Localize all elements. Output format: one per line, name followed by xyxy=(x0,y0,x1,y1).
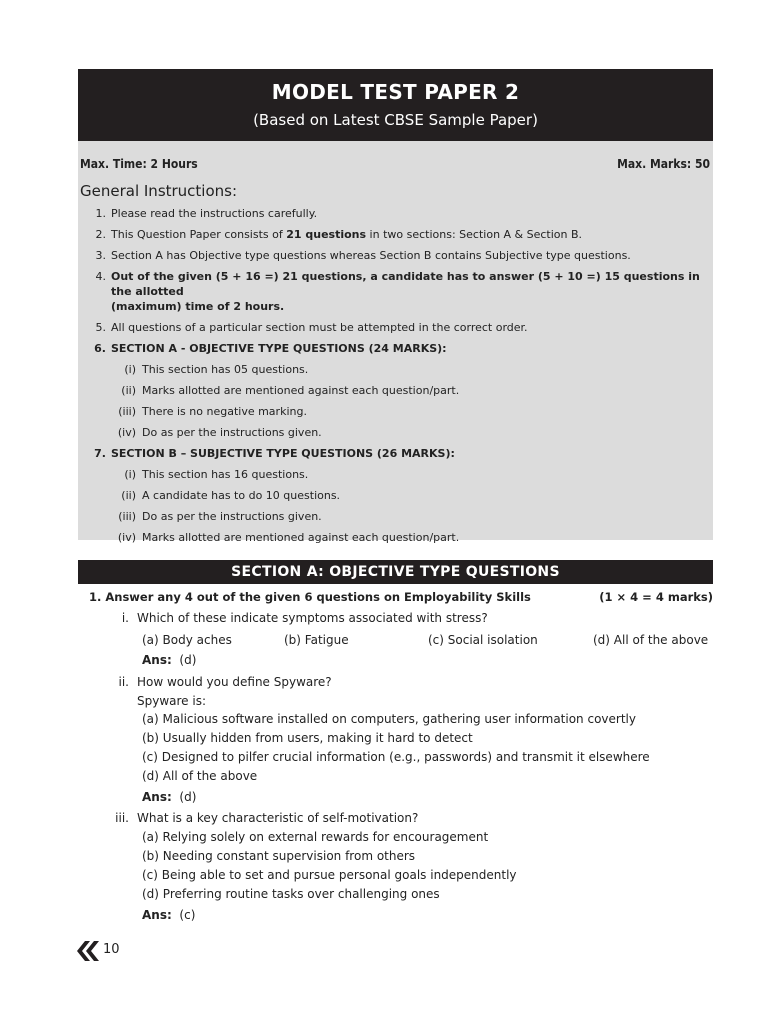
instruction-subitem: (ii) A candidate has to do 10 questions. xyxy=(121,489,341,502)
instruction-subitem: (iii) Do as per the instructions given. xyxy=(118,510,322,523)
instruction-item: 7. SECTION B – SUBJECTIVE TYPE QUESTIONS (26 MARKS): xyxy=(94,447,455,460)
instruction-item: 5. All questions of a particular section must be attempted in the correct order. xyxy=(95,321,528,334)
question-1-text: 1. Answer any 4 out of the given 6 questions on Employability Skills xyxy=(89,590,531,604)
option-a: (a) Relying solely on external rewards for encouragement xyxy=(142,830,489,844)
subquestion-text: Which of these indicate symptoms associated with stress? xyxy=(137,611,488,625)
instructions-box xyxy=(78,141,713,544)
max-time: Max. Time: 2 Hours xyxy=(80,157,198,171)
option-d: (d) All of the above xyxy=(593,633,709,647)
paper-header xyxy=(78,69,713,141)
answer-line xyxy=(142,908,195,922)
option-c: (c) Being able to set and pursue personal goals independently xyxy=(142,868,517,882)
option-c: (c) Social isolation xyxy=(428,633,538,647)
instruction-subitem: (i) This section has 05 questions. xyxy=(124,363,309,376)
section-a-title: SECTION A: OBJECTIVE TYPE QUESTIONS xyxy=(78,560,713,584)
instruction-item: 4. Out of the given (5 + 16 =) 21 questions, a candidate has to answer (5 + 10 =) 15 questions in the allotted (maximum) time of 2 hours. xyxy=(95,270,700,313)
answer-value: (d) xyxy=(179,653,197,667)
page-number: 10 xyxy=(103,942,120,957)
subquestion-number: ii. xyxy=(118,675,129,689)
answer-line xyxy=(142,653,196,667)
subquestion-text: What is a key characteristic of self-motivation? xyxy=(137,811,419,825)
answer-label: Ans: xyxy=(142,908,172,922)
option-a: (a) Malicious software installed on computers, gathering user information covertly xyxy=(142,712,636,726)
option-b: (b) Usually hidden from users, making it hard to detect xyxy=(142,731,473,745)
instruction-subitem: (iv) Do as per the instructions given. xyxy=(117,426,322,439)
option-a: (a) Body aches xyxy=(142,633,232,647)
subquestion-number: iii. xyxy=(115,811,129,825)
subquestion-text-2: Spyware is: xyxy=(137,694,206,708)
answer-line xyxy=(142,790,196,804)
instruction-subitem: (ii) Marks allotted are mentioned against each question/part. xyxy=(121,384,460,397)
max-marks: Max. Marks: 50 xyxy=(617,157,710,171)
instruction-item: 2. This Question Paper consists of 21 questions in two sections: Section A & Section B. xyxy=(95,228,583,241)
question-1-heading xyxy=(89,590,713,604)
option-d: (d) All of the above xyxy=(142,769,258,783)
answer-value: (d) xyxy=(179,790,197,804)
option-b: (b) Needing constant supervision from others xyxy=(142,849,416,863)
instruction-subitem: (iv) Marks allotted are mentioned against each question/part. xyxy=(117,531,460,544)
subquestion-number: i. xyxy=(121,611,129,625)
answer-label: Ans: xyxy=(142,790,172,804)
option-d: (d) Preferring routine tasks over challenging ones xyxy=(142,887,440,901)
answer-value: (c) xyxy=(179,908,196,922)
instructions-title: General Instructions: xyxy=(80,182,238,200)
instruction-item: 6. SECTION A - OBJECTIVE TYPE QUESTIONS (24 MARKS): xyxy=(94,342,447,355)
answer-label: Ans: xyxy=(142,653,172,667)
instructions-list xyxy=(78,206,713,545)
option-b: (b) Fatigue xyxy=(284,633,349,647)
instruction-subitem: (i) This section has 16 questions. xyxy=(124,468,309,481)
double-chevron-left-icon xyxy=(76,941,100,961)
instruction-item: 3. Section A has Objective type questions whereas Section B contains Subjective type questions. xyxy=(95,249,631,262)
instruction-item: 1. Please read the instructions carefully. xyxy=(95,207,318,220)
paper-subtitle: (Based on Latest CBSE Sample Paper) xyxy=(253,111,538,129)
question-1-marks: (1 × 4 = 4 marks) xyxy=(599,590,713,604)
subquestion-text: How would you define Spyware? xyxy=(137,675,332,689)
instruction-subitem: (iii) There is no negative marking. xyxy=(118,405,307,418)
option-c: (c) Designed to pilfer crucial information (e.g., passwords) and transmit it elsewhere xyxy=(142,750,650,764)
paper-title: MODEL TEST PAPER 2 xyxy=(271,80,520,104)
